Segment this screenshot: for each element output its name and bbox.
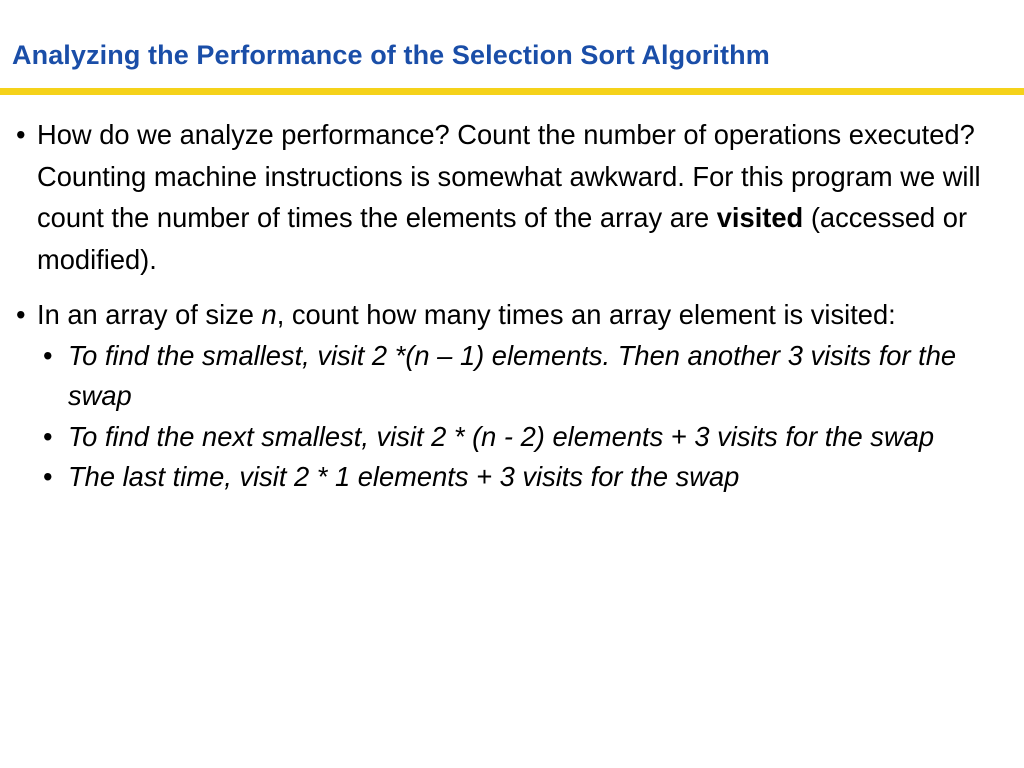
bullet-marker: • (16, 119, 26, 150)
sub-bullet-next-smallest (16, 417, 1006, 458)
sub-bullet-text: To find the smallest, visit 2 *(n – 1) elements. Then another 3 visits for the swap (68, 339, 957, 411)
bullet-marker: • (16, 299, 26, 330)
bullet-text-start: In an array of size (37, 299, 262, 330)
bullet-text-end: (accessed or modified). (37, 202, 968, 275)
slide-title: Analyzing the Performance of the Selection Sort Algorithm (12, 40, 770, 70)
sub-bullet-marker: • (43, 461, 53, 492)
bullet-performance-question (16, 114, 1006, 280)
slide-body (16, 114, 1006, 498)
sub-bullet-smallest (16, 336, 1006, 417)
bullet-text-end: , count how many times an array element is visited: (276, 299, 896, 330)
bold-term-visited: visited (716, 202, 804, 233)
sub-bullet-marker: • (43, 339, 53, 371)
sub-bullet-marker: • (43, 420, 53, 452)
sub-bullet-text: The last time, visit 2 * 1 elements + 3 visits for the swap (68, 461, 740, 492)
bullet-text-start: How do we analyze performance? Count the number of operations executed? Counting machine instructions is somewhat awkward. For this program we will count the number of times the elements of the array are (37, 119, 981, 233)
sub-bullet-last-time (16, 457, 1006, 498)
bullet-array-size (16, 294, 1006, 336)
title-underline-rule (0, 88, 1024, 95)
sub-bullet-text: To find the next smallest, visit 2 * (n - 2) elements + 3 visits for the swap (68, 420, 935, 452)
sub-bullet-list (16, 336, 1006, 498)
italic-variable-n: n (261, 299, 277, 330)
